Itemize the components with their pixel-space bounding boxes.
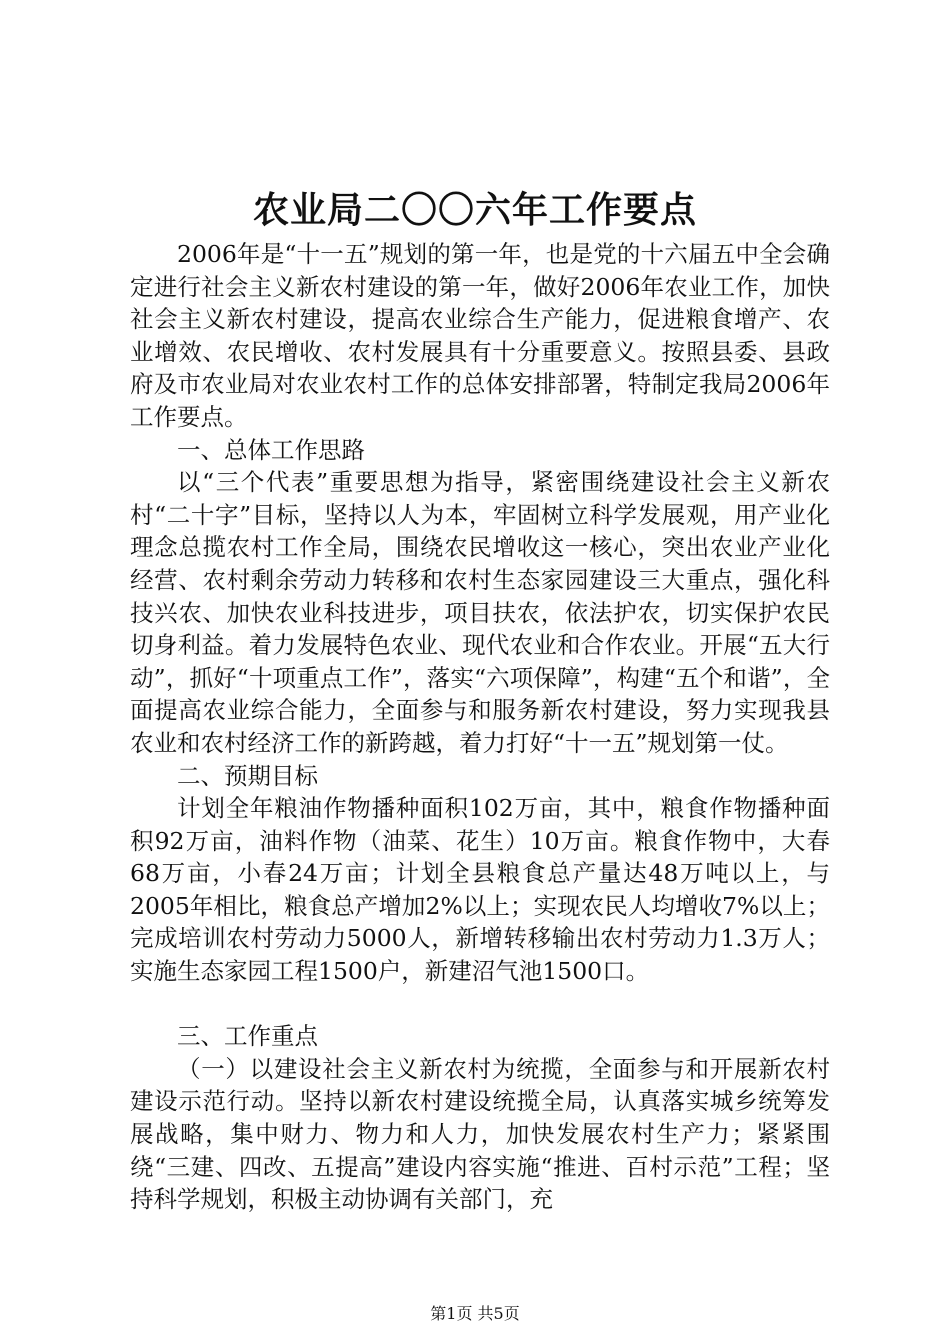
document-body bbox=[130, 238, 830, 1216]
page-footer: 第1页 共5页 bbox=[430, 1304, 520, 1323]
section-heading-work-priorities: 三、工作重点 bbox=[177, 1022, 318, 1051]
expected-goals-paragraph: 计划全年粮油作物播种面积102万亩，其中，粮食作物播种面积92万亩，油料作物（油菜、花生）10万亩。粮食作物中，大春68万亩，小春24万亩；计划全县粮食总产量达48万吨以上，与2005年相比，粮食总产增加2%以上；实现农民人均增收7%以上；完成培训农村劳动力5000人，新增转移输出农村劳动力1.3万人；实施生态家园工程1500户，新建沼气池1500口。 bbox=[130, 794, 830, 986]
overall-approach-paragraph: 以“三个代表”重要思想为指导，紧密围绕建设社会主义新农村“二十字”目标，坚持以人为本，牢固树立科学发展观，用产业化理念总揽农村工作全局，围绕农民增收这一核心，突出农业产业化经营、农村剩余劳动力转移和农村生态家园建设三大重点，强化科技兴农、加快农业科技进步，项目扶农，依法护农，切实保护农民切身利益。着力发展特色农业、现代农业和合作农业。开展“五大行动”，抓好“十项重点工作”，落实“六项保障”，构建“五个和谐”，全面提高农业综合能力，全面参与和服务新农村建设，努力实现我县农业和农村经济工作的新跨越，着力打好“十一五”规划第一仗。 bbox=[130, 468, 830, 757]
intro-paragraph: 2006年是“十一五”规划的第一年，也是党的十六届五中全会确定进行社会主义新农村建设的第一年，做好2006年农业工作，加快社会主义新农村建设，提高农业综合生产能力，促进粮食增产、农业增效、农民增收、农村发展具有十分重要意义。按照县委、县政府及市农业局对农业农村工作的总体安排部署，特制定我局2006年工作要点。 bbox=[130, 240, 830, 431]
section-heading-overall-approach: 一、总体工作思路 bbox=[177, 435, 365, 464]
document-title: 农业局二〇〇六年工作要点 bbox=[252, 189, 697, 231]
work-priorities-paragraph: （一）以建设社会主义新农村为统揽，全面参与和开展新农村建设示范行动。坚持以新农村建设统揽全局，认真落实城乡统筹发展战略，集中财力、物力和人力，加快发展农村生产力；紧紧围绕“三建、四改、五提高”建设内容实施“推进、百村示范”工程；坚持科学规划，积极主动协调有关部门，充 bbox=[130, 1054, 830, 1214]
section-heading-expected-goals: 二、预期目标 bbox=[177, 761, 318, 790]
